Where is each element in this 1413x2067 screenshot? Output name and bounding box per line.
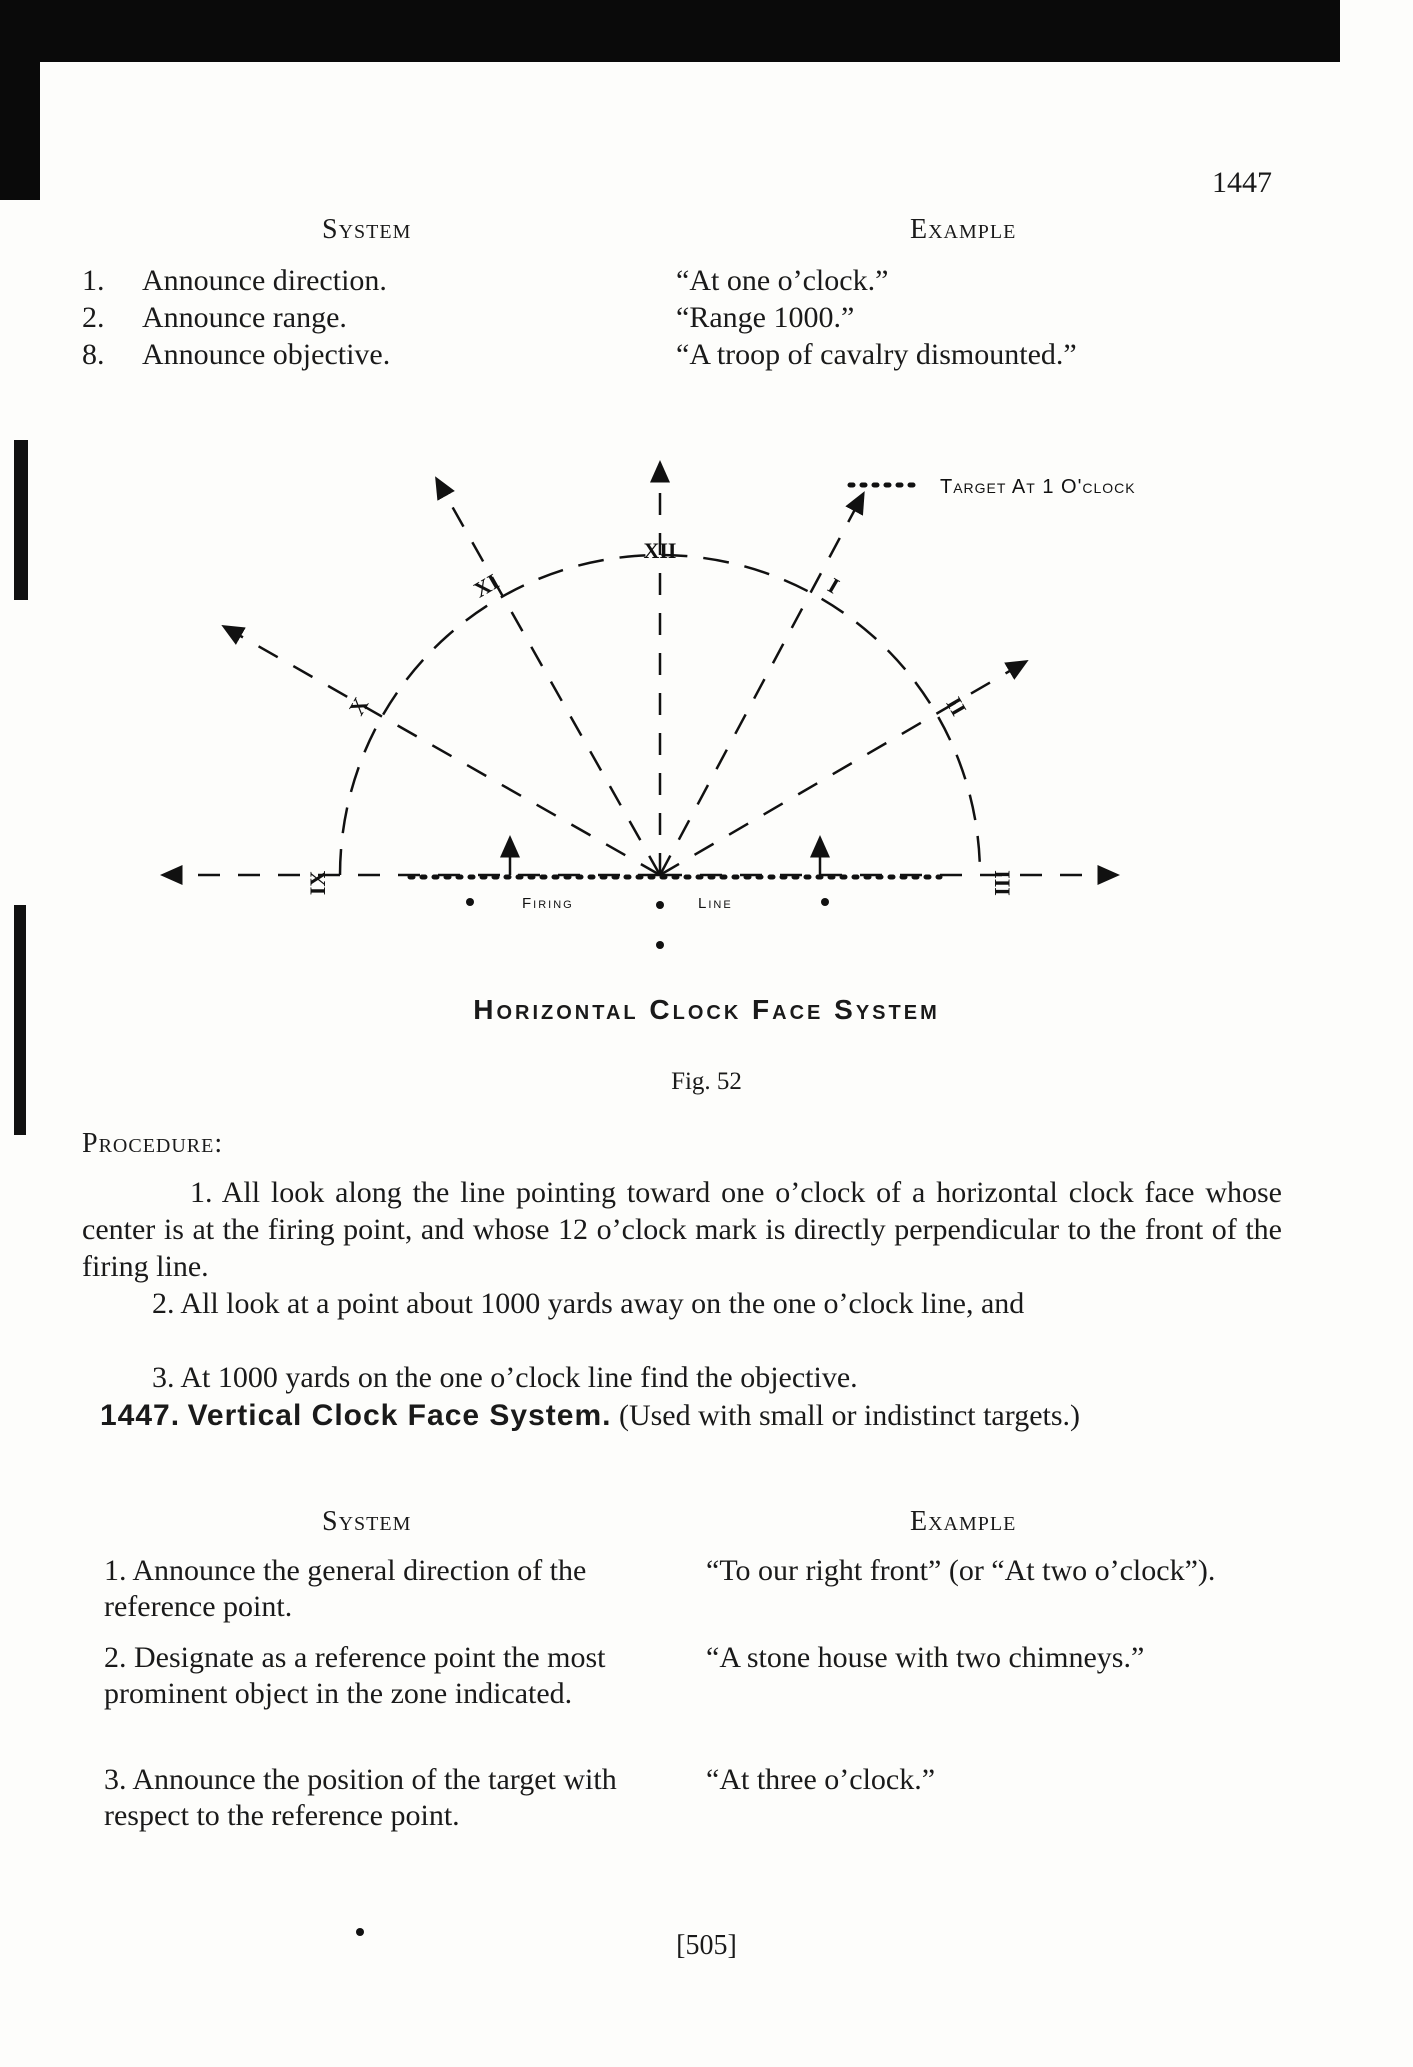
- numeral-xi: XI: [469, 568, 504, 603]
- table1-example: “A troop of cavalry dismounted.”: [676, 338, 1077, 371]
- table2-system: 1. Announce the general direction of the reference point.: [104, 1554, 587, 1623]
- table1-row: [82, 264, 105, 298]
- figure-number: Fig. 52: [671, 1068, 742, 1095]
- page-number: 1447: [1212, 166, 1272, 199]
- numeral-xii: XII: [643, 538, 677, 563]
- numeral-ix: IX: [305, 870, 330, 896]
- clock-face-diagram: [150, 440, 1230, 960]
- ray-i: [660, 500, 860, 875]
- scan-edge-top: [0, 0, 1340, 62]
- table1-row: [82, 301, 105, 335]
- target-label: Target At 1 O'clock: [940, 476, 1136, 498]
- table1-example: “At one o’clock.”: [676, 264, 889, 297]
- table1-example: “Range 1000.”: [676, 301, 855, 334]
- line-label: Line: [698, 895, 733, 912]
- scan-edge-corner: [0, 0, 40, 200]
- numeral-ii: II: [941, 692, 972, 720]
- table2-example: “To our right front” (or “At two o’clock”).: [706, 1554, 1216, 1587]
- table1-system: Announce objective.: [142, 338, 391, 371]
- table1-system: Announce direction.: [142, 264, 387, 297]
- scan-mark: [14, 440, 28, 600]
- numeral-i: I: [823, 572, 844, 599]
- procedure-step-1: 1. All look along the line pointing toward one o’clock of a horizontal clock face whose center is at the firing point, and whose 12 o’clock mark is directly perpendicular to the front of the firing line.: [82, 1176, 1282, 1283]
- table2-header-system: System: [322, 1506, 412, 1537]
- ray-xi: [440, 485, 660, 875]
- section-number: 1447.: [100, 1399, 181, 1432]
- row-number: 1.: [82, 264, 105, 297]
- table1-header-system: System: [322, 214, 412, 245]
- table2-header-example: Example: [910, 1506, 1017, 1537]
- table2-example: “A stone house with two chimneys.”: [706, 1641, 1145, 1674]
- table2-example: “At three o’clock.”: [706, 1763, 936, 1796]
- table1-row: [82, 338, 105, 372]
- procedure-step-2: 2. All look at a point about 1000 yards away on the one o’clock line, and: [152, 1287, 1025, 1320]
- row-number: 2.: [82, 301, 105, 334]
- page-footer: [505]: [676, 1930, 737, 1961]
- table1-system: Announce range.: [142, 301, 347, 334]
- ray-x: [230, 630, 660, 875]
- row-number: 8.: [82, 338, 105, 371]
- numeral-iii: III: [990, 870, 1015, 896]
- section-title: Vertical Clock Face System.: [187, 1399, 612, 1432]
- section-1447: [100, 1397, 1282, 1434]
- firing-label: Firing: [522, 895, 574, 912]
- table2-system: 2. Designate as a reference point the most prominent object in the zone indicated.: [104, 1641, 606, 1710]
- table2-system: 3. Announce the position of the target with respect to the reference point.: [104, 1763, 617, 1832]
- table1-header-example: Example: [910, 214, 1017, 245]
- figure-caption: Horizontal Clock Face System: [473, 994, 940, 1025]
- procedure-step-3: 3. At 1000 yards on the one o’clock line find the objective.: [152, 1361, 858, 1394]
- numeral-x: X: [343, 693, 374, 720]
- procedure-heading: Procedure:: [82, 1128, 224, 1159]
- section-note: (Used with small or indistinct targets.): [618, 1399, 1081, 1432]
